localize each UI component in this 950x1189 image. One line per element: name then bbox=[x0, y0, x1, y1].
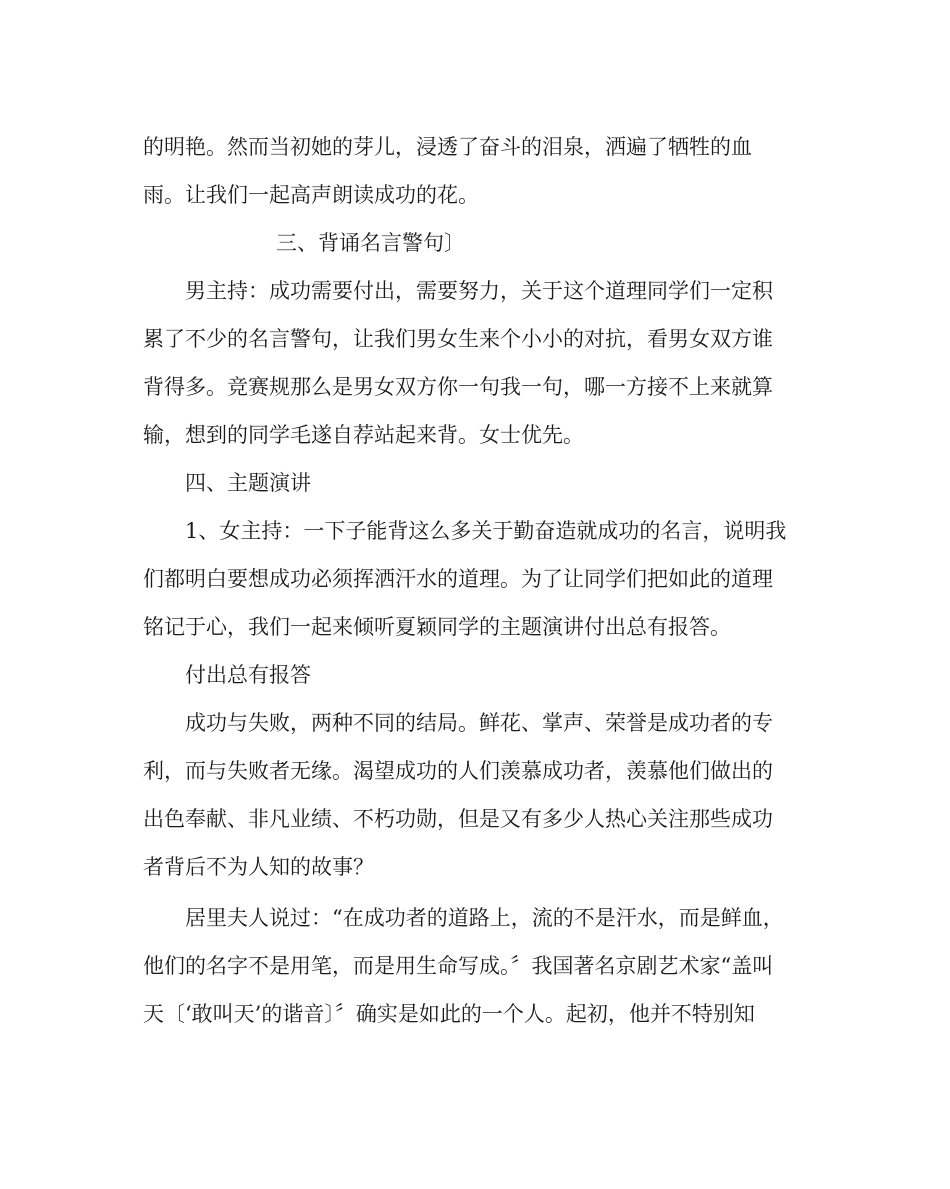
paragraph-line: 者背后不为人知的故事？ bbox=[143, 855, 374, 879]
section-heading-theme-speech: 四、主题演讲 bbox=[185, 471, 311, 495]
paragraph-line: 背得多。竞赛规那么是男女双方你一句我一句，哪一方接不上来就算 bbox=[143, 375, 773, 399]
paragraph-line: 出色奉献、非凡业绩、不朽功勋，但是又有多少人热心关注那些成功 bbox=[143, 807, 773, 831]
paragraph-line: 他们的名字不是用笔，而是用生命写成。〞我国著名京剧艺术家“盖叫 bbox=[143, 954, 774, 978]
paragraph-line: 的明艳。然而当初她的芽儿，浸透了奋斗的泪泉，洒遍了牺牲的血 bbox=[143, 135, 752, 159]
paragraph-line: 1、女主持：一下子能背这么多关于勤奋造就成功的名言，说明我 bbox=[185, 519, 787, 543]
paragraph-line: 居里夫人说过：“在成功者的道路上，流的不是汗水，而是鲜血， bbox=[185, 906, 784, 930]
section-heading-recite-quotes: 三、背诵名言警句〕 bbox=[276, 231, 465, 255]
paragraph-line: 利，而与失败者无缘。渴望成功的人们羡慕成功者，羡慕他们做出的 bbox=[143, 759, 773, 783]
speech-title: 付出总有报答 bbox=[185, 663, 311, 687]
paragraph-line: 雨。让我们一起高声朗读成功的花。 bbox=[143, 183, 479, 207]
paragraph-line: 铭记于心，我们一起来倾听夏颖同学的主题演讲付出总有报答。 bbox=[143, 615, 731, 639]
paragraph-line: 累了不少的名言警句，让我们男女生来个小小的对抗，看男女双方谁 bbox=[143, 327, 773, 351]
paragraph-line: 输，想到的同学毛遂自荐站起来背。女士优先。 bbox=[143, 423, 584, 447]
paragraph-line: 男主持：成功需要付出，需要努力，关于这个道理同学们一定积 bbox=[185, 279, 773, 303]
paragraph-line: 们都明白要想成功必须挥洒汗水的道理。为了让同学们把如此的道理 bbox=[143, 567, 773, 591]
paragraph-line: 成功与失败，两种不同的结局。鲜花、掌声、荣誉是成功者的专 bbox=[185, 711, 773, 735]
paragraph-line: 天〔‘敢叫天’的谐音〕〞确实是如此的一个人。起初，他并不特别知 bbox=[143, 1002, 755, 1026]
